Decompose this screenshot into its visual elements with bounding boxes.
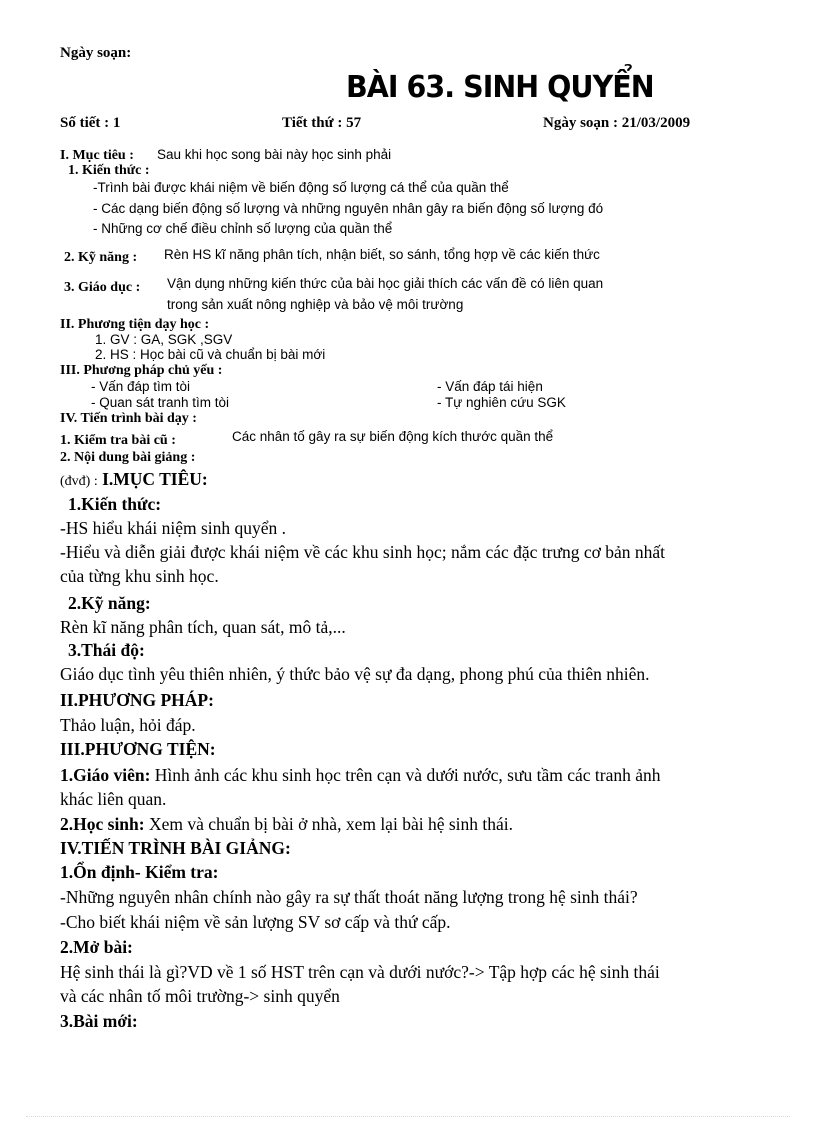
muc-tieu-heading-line [60,469,208,490]
phuong-tien-item: 1. GV : GA, SGK ,SGV [95,332,233,347]
ky-nang-heading: 2.Kỹ năng: [68,593,151,613]
kien-thuc-line: -HS hiểu khái niệm sinh quyển . [60,518,287,538]
ngay-soan-label: Ngày soạn: [60,45,132,61]
kien-thuc-line: của từng khu sinh học. [60,566,219,586]
muc-tieu-label: I. Mục tiêu : [60,148,134,163]
ky-nang-text: Rèn HS kĩ năng phân tích, nhận biết, so sánh, tổng hợp về các kiến thức [164,247,600,262]
tien-trinh-heading: IV.TIẾN TRÌNH BÀI GIẢNG: [60,838,291,858]
mo-bai-line: và các nhân tố môi trường-> sinh quyển [60,986,340,1006]
giao-vien-text: Hình ảnh các khu sinh học trên cạn và dưới nước, sưu tầm các tranh ảnh [154,765,661,785]
giao-duc-label: 3. Giáo dục : [64,280,141,295]
phuong-phap-item: - Vấn đáp tái hiện [437,379,543,394]
kien-thuc-line: -Hiểu và diễn giải được khái niệm về các khu sinh học; nắm các đặc trưng cơ bản nhất [60,542,666,562]
hoc-sinh-line [60,814,513,835]
dvd-prefix: (đvđ) : [60,474,98,489]
kiem-tra-label: 1. Kiểm tra bài cũ : [60,433,176,448]
giao-duc-line: trong sản xuất nông nghiệp và bảo vệ môi trường [167,297,464,312]
phuong-phap-line: Thảo luận, hỏi đáp. [60,715,196,735]
hoc-sinh-text: Xem và chuẩn bị bài ở nhà, xem lại bài hệ sinh thái. [148,814,513,834]
giao-vien-label: 1.Giáo viên: [60,765,151,785]
page-bottom-divider [26,1116,790,1117]
muc-tieu-heading: I.MỤC TIÊU: [102,469,208,489]
kien-thuc-heading: 1.Kiến thức: [68,494,162,514]
phuong-phap-item: - Tự nghiên cứu SGK [437,395,566,410]
phuong-tien-item: 2. HS : Học bài cũ và chuẩn bị bài mới [95,347,326,362]
kien-thuc-item: -Trình bài được khái niệm về biến động số lượng cá thể của quần thể [93,180,509,195]
tien-trinh-label: IV. Tiến trình bài dạy : [60,411,197,426]
kiem-tra-text: Các nhân tố gây ra sự biến động kích thước quần thể [232,429,554,444]
so-tiet: Số tiết : 1 [60,115,121,131]
phuong-tien-label: II. Phương tiện dạy học : [60,317,210,332]
on-dinh-heading: 1.Ổn định- Kiểm tra: [60,862,219,882]
on-dinh-line: -Những nguyên nhân chính nào gây ra sự thất thoát năng lượng trong hệ sinh thái? [60,887,638,907]
muc-tieu-text: Sau khi học song bài này học sinh phải [157,147,392,162]
ky-nang-label: 2. Kỹ năng : [64,250,138,265]
hoc-sinh-label: 2.Học sinh: [60,814,145,834]
giao-vien-line2: khác liên quan. [60,789,167,809]
mo-bai-heading: 2.Mở bài: [60,937,133,957]
phuong-phap-label: III. Phương pháp chủ yếu : [60,363,223,378]
thai-do-line: Giáo dục tình yêu thiên nhiên, ý thức bảo vệ sự đa dạng, phong phú của thiên nhiên. [60,664,650,684]
ngay-soan-date: Ngày soạn : 21/03/2009 [543,115,691,131]
phuong-tien-heading: III.PHƯƠNG TIỆN: [60,739,216,759]
kien-thuc-item: - Những cơ chế điều chỉnh số lượng của quần thể [93,221,393,236]
page-title: BÀI 63. SINH QUYỂN [346,70,654,105]
noi-dung-label: 2. Nội dung bài giảng : [60,450,196,465]
on-dinh-line: -Cho biết khái niệm về sản lượng SV sơ cấp và thứ cấp. [60,912,451,932]
thai-do-heading: 3.Thái độ: [68,640,145,660]
phuong-phap-heading: II.PHƯƠNG PHÁP: [60,690,214,710]
kien-thuc-item: - Các dạng biến động số lượng và những nguyên nhân gây ra biến động số lượng đó [93,201,604,216]
kien-thuc-label: 1. Kiến thức : [68,163,150,178]
tiet-thu: Tiết thứ : 57 [282,115,362,131]
giao-vien-line [60,765,661,786]
bai-moi-heading: 3.Bài mới: [60,1011,138,1031]
phuong-phap-item: - Quan sát tranh tìm tòi [91,395,230,410]
mo-bai-line: Hệ sinh thái là gì?VD về 1 số HST trên cạn và dưới nước?-> Tập hợp các hệ sinh thái [60,962,660,982]
ky-nang-line: Rèn kĩ năng phân tích, quan sát, mô tả,... [60,617,346,637]
phuong-phap-item: - Vấn đáp tìm tòi [91,379,191,394]
giao-duc-line: Vận dụng những kiến thức của bài học giải thích các vấn đề có liên quan [167,276,604,291]
